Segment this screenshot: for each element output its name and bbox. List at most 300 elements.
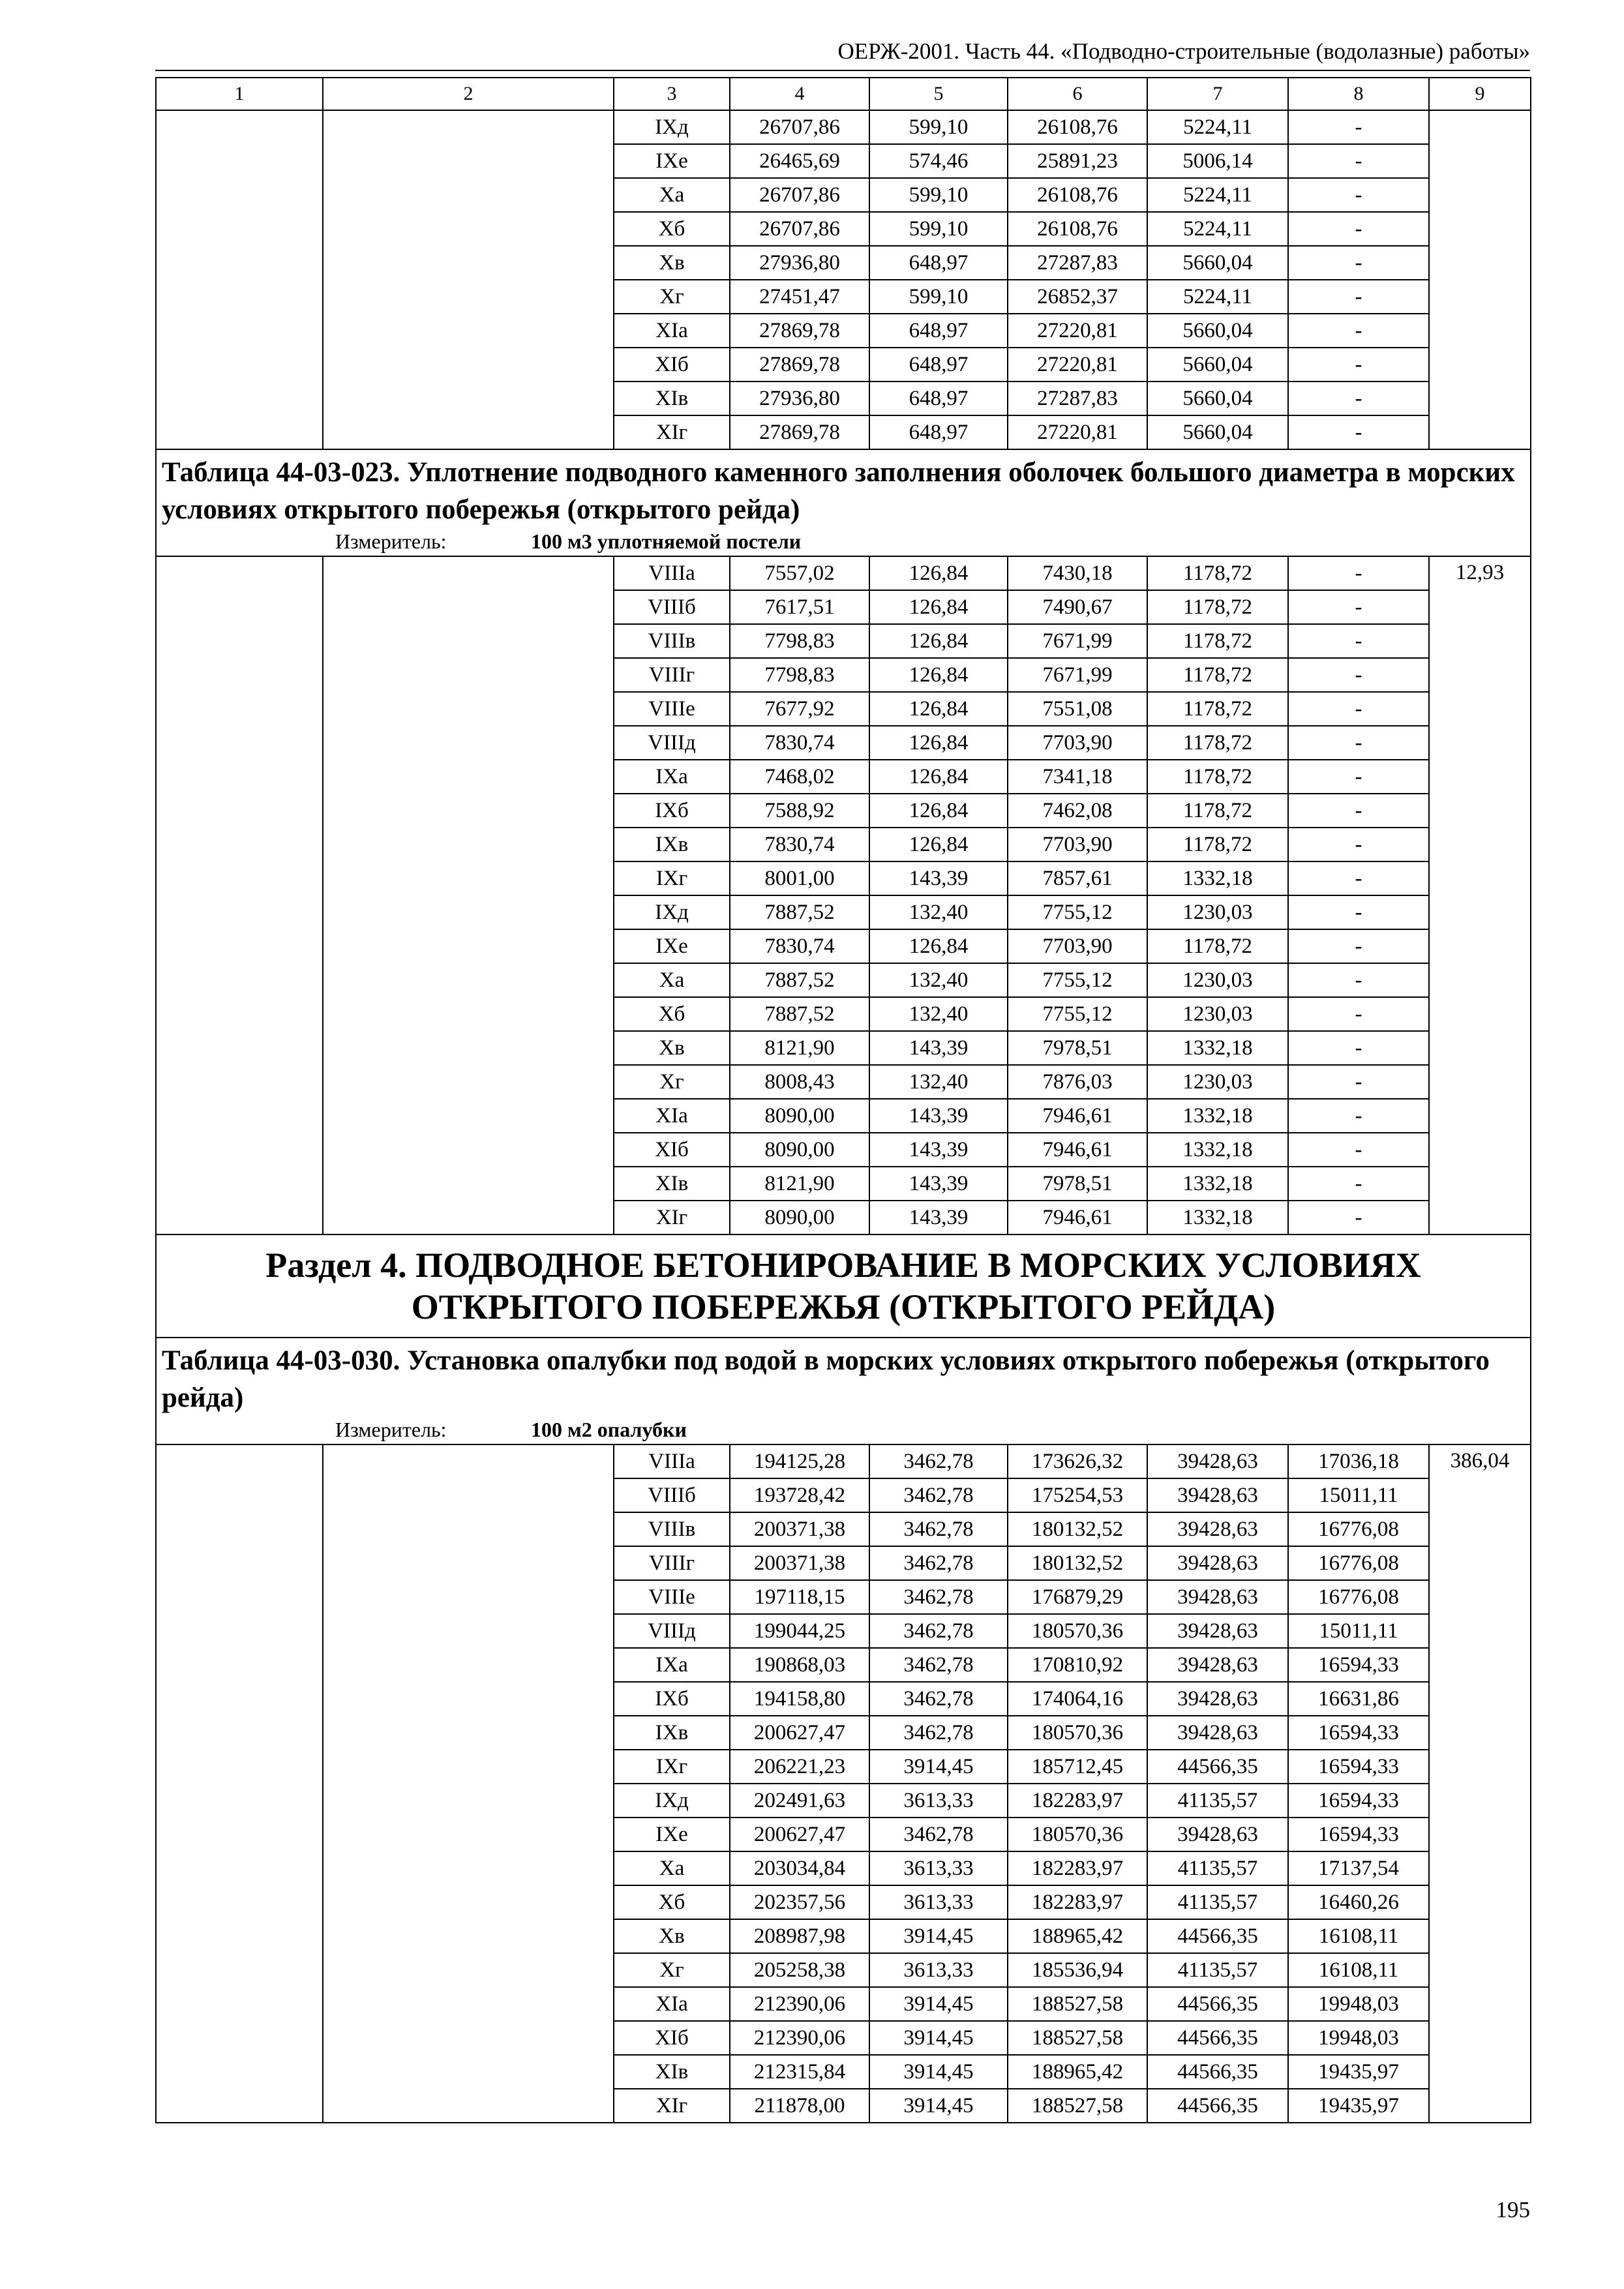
value-cell: 27220,81 xyxy=(1008,415,1147,449)
value-cell: 185536,94 xyxy=(1008,1953,1147,1987)
empty-cell xyxy=(156,110,323,449)
value-cell: 132,40 xyxy=(869,1065,1008,1099)
zone-cell: XIб xyxy=(614,348,730,382)
zone-cell: IXг xyxy=(614,1750,730,1784)
value-cell: 27936,80 xyxy=(730,382,869,415)
value-cell: 27220,81 xyxy=(1008,314,1147,348)
value-cell: 132,40 xyxy=(869,895,1008,929)
zone-cell: VIIIа xyxy=(614,556,730,590)
value-cell: 44566,35 xyxy=(1147,2089,1288,2123)
value-cell: 3613,33 xyxy=(869,1784,1008,1818)
value-cell: 41135,57 xyxy=(1147,1851,1288,1885)
column-number: 7 xyxy=(1147,78,1288,110)
value-cell: 3462,78 xyxy=(869,1614,1008,1648)
measure-label: Измеритель: xyxy=(335,530,447,553)
value-cell: 3462,78 xyxy=(869,1818,1008,1851)
value-cell: 16631,86 xyxy=(1288,1682,1429,1716)
value-cell: - xyxy=(1288,382,1429,415)
zone-cell: IXв xyxy=(614,828,730,861)
zone-cell: Xб xyxy=(614,997,730,1031)
value-cell: 126,84 xyxy=(869,692,1008,726)
value-cell: 5660,04 xyxy=(1147,415,1288,449)
value-cell: - xyxy=(1288,1065,1429,1099)
zone-cell: Xб xyxy=(614,212,730,246)
value-cell: 1332,18 xyxy=(1147,1031,1288,1065)
value-cell: 5660,04 xyxy=(1147,382,1288,415)
value-cell: 132,40 xyxy=(869,997,1008,1031)
value-cell: 599,10 xyxy=(869,110,1008,144)
value-cell: 7468,02 xyxy=(730,760,869,794)
table-title: Таблица 44-03-023. Уплотнение подводного каменного заполнения оболочек большого диаметра в морских условиях открытого побережья (открытого рейда) xyxy=(162,457,1515,525)
value-cell: 8121,90 xyxy=(730,1031,869,1065)
value-cell: 3462,78 xyxy=(869,1716,1008,1750)
value-cell: 7887,52 xyxy=(730,963,869,997)
value-cell: 39428,63 xyxy=(1147,1512,1288,1546)
value-cell: 7830,74 xyxy=(730,929,869,963)
zone-cell: XIб xyxy=(614,2021,730,2055)
value-cell: 1230,03 xyxy=(1147,963,1288,997)
value-cell: 7876,03 xyxy=(1008,1065,1147,1099)
value-cell: 5224,11 xyxy=(1147,212,1288,246)
value-cell: 8008,43 xyxy=(730,1065,869,1099)
value-cell: 202491,63 xyxy=(730,1784,869,1818)
value-cell: 15011,11 xyxy=(1288,1614,1429,1648)
value-cell: 27869,78 xyxy=(730,314,869,348)
zone-cell: VIIIа xyxy=(614,1444,730,1478)
value-cell: 7857,61 xyxy=(1008,861,1147,895)
zone-cell: IXе xyxy=(614,144,730,178)
value-cell: 44566,35 xyxy=(1147,1987,1288,2021)
zone-cell: IXд xyxy=(614,1784,730,1818)
value-cell: 41135,57 xyxy=(1147,1953,1288,1987)
column9-value: 12,93 xyxy=(1429,556,1531,1234)
value-cell: 16108,11 xyxy=(1288,1919,1429,1953)
zone-cell: Xв xyxy=(614,1919,730,1953)
value-cell: - xyxy=(1288,692,1429,726)
value-cell: 5224,11 xyxy=(1147,280,1288,314)
value-cell: 15011,11 xyxy=(1288,1478,1429,1512)
value-cell: 1230,03 xyxy=(1147,895,1288,929)
value-cell: 8001,00 xyxy=(730,861,869,895)
value-cell: 39428,63 xyxy=(1147,1478,1288,1512)
norm-code xyxy=(156,1444,323,2123)
value-cell: 16460,26 xyxy=(1288,1885,1429,1919)
value-cell: 3462,78 xyxy=(869,1682,1008,1716)
value-cell: 1178,72 xyxy=(1147,692,1288,726)
value-cell: 126,84 xyxy=(869,658,1008,692)
value-cell: 7798,83 xyxy=(730,624,869,658)
value-cell: 188527,58 xyxy=(1008,1987,1147,2021)
value-cell: 16776,08 xyxy=(1288,1580,1429,1614)
value-cell: 7830,74 xyxy=(730,726,869,760)
value-cell: - xyxy=(1288,1167,1429,1201)
table-title-row xyxy=(156,1338,1531,1444)
value-cell: 26852,37 xyxy=(1008,280,1147,314)
value-cell: - xyxy=(1288,1201,1429,1234)
value-cell: 7430,18 xyxy=(1008,556,1147,590)
value-cell: - xyxy=(1288,794,1429,828)
value-cell: 1230,03 xyxy=(1147,1065,1288,1099)
table-title-row xyxy=(156,449,1531,556)
value-cell: 182283,97 xyxy=(1008,1885,1147,1919)
value-cell: 3613,33 xyxy=(869,1885,1008,1919)
value-cell: 143,39 xyxy=(869,1133,1008,1167)
value-cell: 126,84 xyxy=(869,929,1008,963)
empty-cell xyxy=(1429,110,1531,449)
value-cell: - xyxy=(1288,590,1429,624)
measure-line xyxy=(162,1416,1525,1443)
value-cell: 182283,97 xyxy=(1008,1851,1147,1885)
value-cell: 7557,02 xyxy=(730,556,869,590)
value-cell: 19435,97 xyxy=(1288,2055,1429,2089)
value-cell: 180132,52 xyxy=(1008,1512,1147,1546)
column-number: 3 xyxy=(614,78,730,110)
value-cell: 185712,45 xyxy=(1008,1750,1147,1784)
value-cell: 16594,33 xyxy=(1288,1818,1429,1851)
value-cell: 188965,42 xyxy=(1008,2055,1147,2089)
value-cell: 27287,83 xyxy=(1008,382,1147,415)
value-cell: 648,97 xyxy=(869,246,1008,280)
value-cell: - xyxy=(1288,144,1429,178)
value-cell: 180570,36 xyxy=(1008,1716,1147,1750)
value-cell: 27869,78 xyxy=(730,415,869,449)
zone-cell: IXд xyxy=(614,895,730,929)
value-cell: 208987,98 xyxy=(730,1919,869,1953)
value-cell: 7703,90 xyxy=(1008,828,1147,861)
norm-code xyxy=(156,556,323,1234)
section-row xyxy=(156,1234,1531,1338)
value-cell: 1178,72 xyxy=(1147,828,1288,861)
zone-cell: XIг xyxy=(614,1201,730,1234)
table-title: Таблица 44-03-030. Установка опалубки под водой в морских условиях открытого побережья (открытого рейда) xyxy=(162,1345,1490,1413)
value-cell: 5006,14 xyxy=(1147,144,1288,178)
value-cell: 44566,35 xyxy=(1147,1919,1288,1953)
value-cell: 39428,63 xyxy=(1147,1818,1288,1851)
value-cell: 200371,38 xyxy=(730,1546,869,1580)
value-cell: 1178,72 xyxy=(1147,760,1288,794)
value-cell: 3914,45 xyxy=(869,1750,1008,1784)
value-cell: 1332,18 xyxy=(1147,1133,1288,1167)
value-cell: 16594,33 xyxy=(1288,1648,1429,1682)
value-cell: 1332,18 xyxy=(1147,861,1288,895)
value-cell: 7703,90 xyxy=(1008,929,1147,963)
value-cell: - xyxy=(1288,1031,1429,1065)
value-cell: 1178,72 xyxy=(1147,624,1288,658)
zone-cell: Xа xyxy=(614,963,730,997)
empty-cell xyxy=(323,110,614,449)
value-cell: 44566,35 xyxy=(1147,2021,1288,2055)
value-cell: 648,97 xyxy=(869,348,1008,382)
zone-cell: IXб xyxy=(614,794,730,828)
value-cell: 188965,42 xyxy=(1008,1919,1147,1953)
value-cell: 8090,00 xyxy=(730,1099,869,1133)
value-cell: 1178,72 xyxy=(1147,590,1288,624)
value-cell: 16594,33 xyxy=(1288,1750,1429,1784)
value-cell: 5660,04 xyxy=(1147,314,1288,348)
zone-cell: IXе xyxy=(614,929,730,963)
value-cell: 7887,52 xyxy=(730,997,869,1031)
table-body xyxy=(156,78,1531,2123)
zone-cell: VIIIд xyxy=(614,726,730,760)
value-cell: - xyxy=(1288,1099,1429,1133)
zone-cell: VIIIе xyxy=(614,1580,730,1614)
value-cell: 1178,72 xyxy=(1147,658,1288,692)
value-cell: 27451,47 xyxy=(730,280,869,314)
value-cell: 648,97 xyxy=(869,382,1008,415)
value-cell: 175254,53 xyxy=(1008,1478,1147,1512)
value-cell: - xyxy=(1288,760,1429,794)
measure-unit: 100 м2 опалубки xyxy=(531,1418,687,1441)
value-cell: 143,39 xyxy=(869,861,1008,895)
norm-description xyxy=(323,1444,614,2123)
norm-description xyxy=(323,556,614,1234)
value-cell: 143,39 xyxy=(869,1201,1008,1234)
value-cell: 180132,52 xyxy=(1008,1546,1147,1580)
value-cell: 39428,63 xyxy=(1147,1580,1288,1614)
value-cell: 16108,11 xyxy=(1288,1953,1429,1987)
value-cell: 206221,23 xyxy=(730,1750,869,1784)
value-cell: 7978,51 xyxy=(1008,1031,1147,1065)
value-cell: 17137,54 xyxy=(1288,1851,1429,1885)
value-cell: - xyxy=(1288,280,1429,314)
value-cell: 19435,97 xyxy=(1288,2089,1429,2123)
value-cell: 1178,72 xyxy=(1147,726,1288,760)
value-cell: 3462,78 xyxy=(869,1546,1008,1580)
value-cell: 7551,08 xyxy=(1008,692,1147,726)
measure-unit: 100 м3 уплотняемой постели xyxy=(531,530,802,553)
zone-cell: XIб xyxy=(614,1133,730,1167)
column-number: 4 xyxy=(730,78,869,110)
value-cell: - xyxy=(1288,1133,1429,1167)
value-cell: 5224,11 xyxy=(1147,110,1288,144)
value-cell: 26707,86 xyxy=(730,110,869,144)
value-cell: 188527,58 xyxy=(1008,2021,1147,2055)
zone-cell: VIIIг xyxy=(614,658,730,692)
zone-cell: XIг xyxy=(614,415,730,449)
zone-cell: Xв xyxy=(614,246,730,280)
value-cell: 200371,38 xyxy=(730,1512,869,1546)
value-cell: 26108,76 xyxy=(1008,110,1147,144)
section-title: Раздел 4. ПОДВОДНОЕ БЕТОНИРОВАНИЕ В МОРСКИХ УСЛОВИЯХ ОТКРЫТОГО ПОБЕРЕЖЬЯ (ОТКРЫТОГО РЕЙДА) xyxy=(156,1234,1531,1338)
value-cell: 3914,45 xyxy=(869,2089,1008,2123)
value-cell: 7617,51 xyxy=(730,590,869,624)
zone-cell: XIв xyxy=(614,382,730,415)
value-cell: - xyxy=(1288,997,1429,1031)
value-cell: - xyxy=(1288,929,1429,963)
zone-cell: Xа xyxy=(614,1851,730,1885)
value-cell: 1230,03 xyxy=(1147,997,1288,1031)
value-cell: - xyxy=(1288,861,1429,895)
zone-cell: VIIIд xyxy=(614,1614,730,1648)
zone-cell: XIа xyxy=(614,1987,730,2021)
value-cell: 126,84 xyxy=(869,624,1008,658)
page-number: 195 xyxy=(1496,2197,1530,2222)
zone-cell: IXд xyxy=(614,110,730,144)
value-cell: 174064,16 xyxy=(1008,1682,1147,1716)
measure-line xyxy=(162,528,1525,554)
value-cell: - xyxy=(1288,178,1429,212)
value-cell: 26108,76 xyxy=(1008,212,1147,246)
value-cell: 143,39 xyxy=(869,1099,1008,1133)
value-cell: 44566,35 xyxy=(1147,1750,1288,1784)
value-cell: 7946,61 xyxy=(1008,1099,1147,1133)
value-cell: 26465,69 xyxy=(730,144,869,178)
value-cell: 126,84 xyxy=(869,760,1008,794)
value-cell: 39428,63 xyxy=(1147,1648,1288,1682)
value-cell: 3462,78 xyxy=(869,1478,1008,1512)
zone-cell: VIIIб xyxy=(614,590,730,624)
value-cell: 188527,58 xyxy=(1008,2089,1147,2123)
value-cell: 203034,84 xyxy=(730,1851,869,1885)
value-cell: 194158,80 xyxy=(730,1682,869,1716)
table-row xyxy=(156,556,1531,590)
zone-cell: XIа xyxy=(614,314,730,348)
value-cell: 8121,90 xyxy=(730,1167,869,1201)
column-number-row xyxy=(156,78,1531,110)
zone-cell: VIIIв xyxy=(614,624,730,658)
value-cell: 25891,23 xyxy=(1008,144,1147,178)
table-title-cell xyxy=(156,1338,1531,1444)
value-cell: 3462,78 xyxy=(869,1648,1008,1682)
value-cell: 599,10 xyxy=(869,178,1008,212)
value-cell: - xyxy=(1288,726,1429,760)
value-cell: - xyxy=(1288,212,1429,246)
value-cell: 211878,00 xyxy=(730,2089,869,2123)
value-cell: 3462,78 xyxy=(869,1444,1008,1478)
table-title-cell xyxy=(156,449,1531,556)
value-cell: - xyxy=(1288,314,1429,348)
value-cell: 574,46 xyxy=(869,144,1008,178)
value-cell: 202357,56 xyxy=(730,1885,869,1919)
value-cell: 27869,78 xyxy=(730,348,869,382)
value-cell: 5660,04 xyxy=(1147,348,1288,382)
value-cell: 212315,84 xyxy=(730,2055,869,2089)
value-cell: - xyxy=(1288,110,1429,144)
value-cell: 3613,33 xyxy=(869,1851,1008,1885)
value-cell: 8090,00 xyxy=(730,1133,869,1167)
zone-cell: Xб xyxy=(614,1885,730,1919)
value-cell: 3613,33 xyxy=(869,1953,1008,1987)
value-cell: - xyxy=(1288,828,1429,861)
norms-table xyxy=(155,77,1531,2123)
table-row xyxy=(156,1444,1531,1478)
value-cell: 7887,52 xyxy=(730,895,869,929)
zone-cell: Xв xyxy=(614,1031,730,1065)
value-cell: 39428,63 xyxy=(1147,1682,1288,1716)
value-cell: 1178,72 xyxy=(1147,929,1288,963)
value-cell: - xyxy=(1288,348,1429,382)
value-cell: 1332,18 xyxy=(1147,1201,1288,1234)
value-cell: 126,84 xyxy=(869,726,1008,760)
value-cell: 7946,61 xyxy=(1008,1201,1147,1234)
value-cell: 599,10 xyxy=(869,212,1008,246)
value-cell: 648,97 xyxy=(869,314,1008,348)
zone-cell: VIIIб xyxy=(614,1478,730,1512)
value-cell: 8090,00 xyxy=(730,1201,869,1234)
value-cell: 27220,81 xyxy=(1008,348,1147,382)
measure-label: Измеритель: xyxy=(335,1418,447,1441)
page-header: ОЕРЖ-2001. Часть 44. «Подводно-строительные (водолазные) работы» xyxy=(837,38,1530,64)
table-row xyxy=(156,110,1531,144)
value-cell: 44566,35 xyxy=(1147,2055,1288,2089)
value-cell: 1332,18 xyxy=(1147,1167,1288,1201)
value-cell: 16594,33 xyxy=(1288,1716,1429,1750)
value-cell: 7798,83 xyxy=(730,658,869,692)
value-cell: 200627,47 xyxy=(730,1818,869,1851)
value-cell: 19948,03 xyxy=(1288,1987,1429,2021)
value-cell: 17036,18 xyxy=(1288,1444,1429,1478)
value-cell: 1178,72 xyxy=(1147,556,1288,590)
value-cell: - xyxy=(1288,415,1429,449)
column-number: 5 xyxy=(869,78,1008,110)
value-cell: 19948,03 xyxy=(1288,2021,1429,2055)
value-cell: 7703,90 xyxy=(1008,726,1147,760)
value-cell: 197118,15 xyxy=(730,1580,869,1614)
header-rule xyxy=(155,70,1530,71)
value-cell: 7755,12 xyxy=(1008,997,1147,1031)
value-cell: 180570,36 xyxy=(1008,1614,1147,1648)
value-cell: 7490,67 xyxy=(1008,590,1147,624)
value-cell: 41135,57 xyxy=(1147,1784,1288,1818)
value-cell: 16594,33 xyxy=(1288,1784,1429,1818)
column-number: 8 xyxy=(1288,78,1429,110)
value-cell: 3914,45 xyxy=(869,1987,1008,2021)
value-cell: 212390,06 xyxy=(730,1987,869,2021)
value-cell: 27287,83 xyxy=(1008,246,1147,280)
value-cell: 143,39 xyxy=(869,1167,1008,1201)
value-cell: 7462,08 xyxy=(1008,794,1147,828)
zone-cell: Xа xyxy=(614,178,730,212)
value-cell: 173626,32 xyxy=(1008,1444,1147,1478)
zone-cell: IXг xyxy=(614,861,730,895)
column-number: 6 xyxy=(1008,78,1147,110)
column-number: 2 xyxy=(323,78,614,110)
value-cell: 26707,86 xyxy=(730,212,869,246)
value-cell: 5660,04 xyxy=(1147,246,1288,280)
zone-cell: XIг xyxy=(614,2089,730,2123)
zone-cell: XIа xyxy=(614,1099,730,1133)
value-cell: - xyxy=(1288,556,1429,590)
column-number: 1 xyxy=(156,78,323,110)
value-cell: 194125,28 xyxy=(730,1444,869,1478)
value-cell: 3462,78 xyxy=(869,1580,1008,1614)
zone-cell: IXб xyxy=(614,1682,730,1716)
value-cell: 648,97 xyxy=(869,415,1008,449)
value-cell: 3462,78 xyxy=(869,1512,1008,1546)
value-cell: 7341,18 xyxy=(1008,760,1147,794)
value-cell: 7755,12 xyxy=(1008,895,1147,929)
value-cell: 143,39 xyxy=(869,1031,1008,1065)
value-cell: 7588,92 xyxy=(730,794,869,828)
value-cell: 199044,25 xyxy=(730,1614,869,1648)
value-cell: 212390,06 xyxy=(730,2021,869,2055)
value-cell: 26707,86 xyxy=(730,178,869,212)
value-cell: 16776,08 xyxy=(1288,1546,1429,1580)
value-cell: 180570,36 xyxy=(1008,1818,1147,1851)
column9-value: 386,04 xyxy=(1429,1444,1531,2123)
value-cell: 7755,12 xyxy=(1008,963,1147,997)
value-cell: 176879,29 xyxy=(1008,1580,1147,1614)
value-cell: 5224,11 xyxy=(1147,178,1288,212)
value-cell: 39428,63 xyxy=(1147,1716,1288,1750)
value-cell: 39428,63 xyxy=(1147,1546,1288,1580)
value-cell: - xyxy=(1288,963,1429,997)
value-cell: 27936,80 xyxy=(730,246,869,280)
value-cell: 3914,45 xyxy=(869,1919,1008,1953)
value-cell: 126,84 xyxy=(869,590,1008,624)
value-cell: 190868,03 xyxy=(730,1648,869,1682)
zone-cell: XIв xyxy=(614,1167,730,1201)
